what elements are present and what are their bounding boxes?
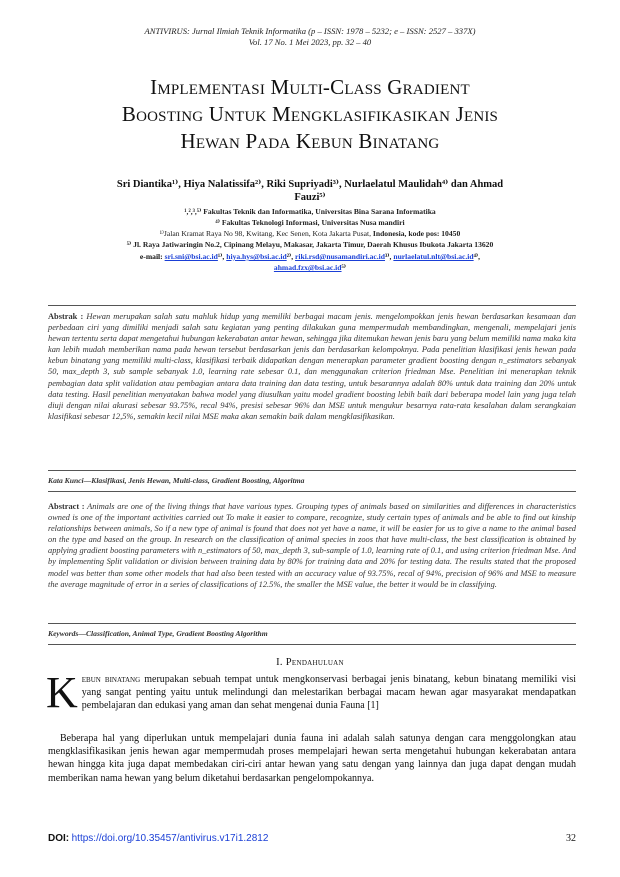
affiliations bbox=[60, 206, 560, 250]
email-prefix: e-mail: bbox=[139, 252, 163, 261]
title-line: Boosting Untuk Mengklasifikasikan Jenis bbox=[121, 102, 499, 126]
email-list: e-mail: sri.sni@bsi.ac.id¹⁾, hiya.hys@bsi.ac.id²⁾, riki.rsd@nusamandiri.ac.id³⁾, nurlaelatul.nlt@bsi.ac.id⁴⁾, ahmad.fzx@bsi.ac.id⁵⁾ bbox=[139, 252, 481, 272]
affiliation: ¹⁾Jalan Kramat Raya No 98, Kwitang, Kec Senen, Kota Jakarta Pusat, Indonesia, kode pos: 10450 bbox=[159, 229, 461, 238]
page-number: 32 bbox=[566, 833, 576, 844]
intro-paragraph: Beberapa hal yang diperlukan untuk mempelajari dunia fauna ini adalah salah satunya dengan cara menggolongkan atau mengklasifikasikan jenis hewan agar mempermudah proses mempelajari hewan serta mengetahui hubungan kekerabatan antara hewan hingga kita juga dapat membedakan ciri-ciri antar hewan yang satu dengan yang lainnya dan juga dapat dengan mudah memberikan nama hewan yang belum diketahui berdasarkan pengelompokannya. bbox=[48, 733, 576, 784]
title-line: Implementasi Multi-Class Gradient bbox=[150, 75, 470, 99]
drop-cap: K bbox=[46, 668, 78, 717]
kata-kunci: Kata Kunci—Klasifikasi, Jenis Hewan, Multi-class, Gradient Boosting, Algoritma bbox=[48, 476, 305, 485]
email-link[interactable]: ahmad.fzx@bsi.ac.id bbox=[273, 263, 342, 272]
email-link[interactable]: riki.rsd@nusamandiri.ac.id bbox=[295, 252, 386, 261]
author-line: Fauzi⁵⁾ bbox=[294, 192, 326, 203]
divider bbox=[48, 491, 576, 492]
section-heading: I. Pendahuluan bbox=[276, 657, 344, 668]
abstract-text: Animals are one of the living things that have various types. Grouping types of animals based on similarities and differences in characteristics owned is one of the important activities carried out To make it easier to compare, recognize, study certain types of animals and be able to find out kinship relationships between animals, So if a new type of animal is found that does not yet have a name, it will be easier for us to give a name to the animal based on the type and based on the group. In research on the classification of animal species in zoos that have multi-class, the best classification is obtained by applying gradient boosting parameters with n_estimators of 50, max_depth 3, sub-sample of 1.0, learning rate of 0.1, and using criterion friedman Mse. And by implementing Split validation or division between training data by 80% for training data and 20% for testing data. The results stated that the proposed model was better than some other models that had also been tested with an accuracy value of 93.75%, recal of 94%, precision of 96% and MSE to measure the average magnitude of error in a series of classifications of 12.5%, the smaller the MSE value, the better it would be in classifying. bbox=[48, 502, 576, 589]
divider bbox=[48, 470, 576, 471]
abstract-label: Abstract : bbox=[48, 502, 85, 511]
affiliation: ¹,²,³,⁵⁾ Fakultas Teknik dan Informatika, Universitas Bina Sarana Informatika bbox=[184, 207, 436, 216]
page-footer bbox=[48, 833, 576, 844]
intro-paragraph: Kebun binatang merupakan sebuah tempat untuk mengkonservasi berbagai jenis binatang, kebun binatang memiliki visi yang sangat penting yaitu untuk melindungi dan melestarikan berbagai macam hewan agar masyarakat mendapatkan pembelajaran dan edukasi yang aman dan sehat mengenai dunia Fauna [1] bbox=[46, 668, 576, 717]
abstract-english bbox=[48, 501, 576, 590]
abstrak-indonesian bbox=[48, 311, 576, 422]
email-link[interactable]: hiya.hys@bsi.ac.id bbox=[226, 252, 287, 261]
doi-link[interactable]: https://doi.org/10.35457/antivirus.v17i1.2812 bbox=[71, 833, 269, 844]
email-link[interactable]: nurlaelatul.nlt@bsi.ac.id bbox=[393, 252, 474, 261]
abstrak-text: Hewan merupakan salah satu mahluk hidup yang memiliki berbagai macam jenis. mengelompokkan jenis hewan berdasarkan kesamaan dan perbedaan ciri yang dimiliki menjadi salah satu kegiatan yang penting dilakukan guna mempermudah membandingkan, mengenali, mempelajari jenis hewan tertentu serta dapat mengetahui hubungan kekerabatan antar hewan, sehingga jika ditemukan hewan jenis baru yang belum memiliki nama maka kita kan lebih mudah memberikan nama pada hewan tersebut berdasarkan jenis dan berdasarkan kelompoknya. Pada penelitian klasifikasi jenis hewan pada kebun binatang yang memiliki multi-class, klasifikasi terbaik didapatkan dengan menerapkan parameter gradient boosting dengan n_estimators sebanyak 50, max_depth 3, sub sample sebanyak 1.0, learning rate sebesar 0.1, dan menggunakan criterion friedman Mse. Penelitian ini menerapkan teknik pembagian data split validation atau pembagian antara data training dan data testing, untuk besarannya adalah 80% untuk data training dan 20% untuk data testing. Hasil penelitian menyatakan bahwa model yang diusulkan yaitu model gradient boosting lebih baik dari beberapa model lain yang juga telah diuji dengan nilai akurasi sebesar 93.75%, recal 94%, presisi sebesar 96% dan MSE untuk mengukur besarnya rata-rata kesalahan dalam serangkaian klasifikasi sebesar 12,5%, semakin kecil nilai MSE maka akan semakin baik dalam mengklasifikasikan. bbox=[48, 312, 576, 421]
author-line: Sri Diantika¹⁾, Hiya Nalatissifa²⁾, Riki Supriyadi³⁾, Nurlaelatul Maulidah⁴⁾ dan Ahmad bbox=[116, 179, 504, 190]
journal-header bbox=[0, 26, 620, 48]
divider bbox=[48, 644, 576, 645]
title-line: Hewan Pada Kebun Binatang bbox=[180, 129, 440, 153]
divider bbox=[48, 623, 576, 624]
journal-volume: Vol. 17 No. 1 Mei 2023, pp. 32 – 40 bbox=[248, 37, 372, 47]
journal-name: ANTIVIRUS: Jurnal Ilmiah Teknik Informatika (p – ISSN: 1978 – 5232; e – ISSN: 2527 – 337X) bbox=[144, 26, 476, 36]
affiliation: ⁵⁾ Jl. Raya Jatiwaringin No.2, Cipinang Melayu, Makasar, Jakarta Timur, Daerah Khusus Ibukota Jakarta 13620 bbox=[126, 240, 494, 249]
author-list bbox=[80, 178, 540, 204]
keywords: Keywords—Classification, Animal Type, Gradient Boosting Algorithm bbox=[48, 629, 268, 638]
email-link[interactable]: sri.sni@bsi.ac.id bbox=[164, 252, 218, 261]
paper-title bbox=[60, 74, 560, 155]
doi-label: DOI: bbox=[48, 833, 70, 844]
divider bbox=[48, 305, 576, 306]
affiliation: ⁴⁾ Fakultas Teknologi Informasi, Universitas Nusa mandiri bbox=[215, 218, 405, 227]
abstrak-label: Abstrak : bbox=[48, 312, 84, 321]
